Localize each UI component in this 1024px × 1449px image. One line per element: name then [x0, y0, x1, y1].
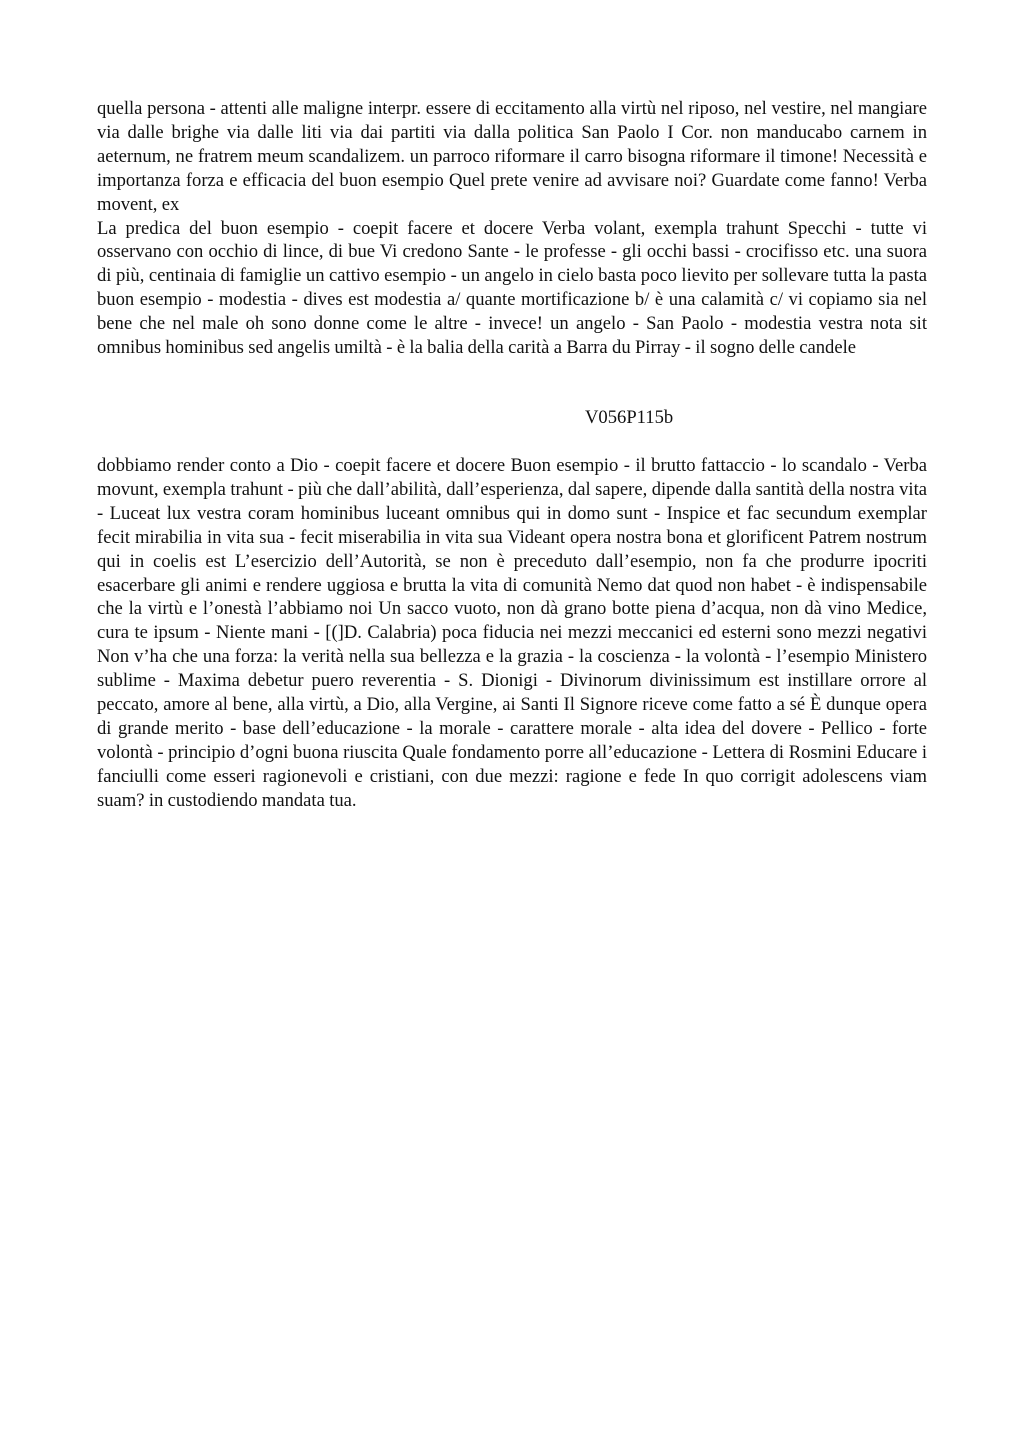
text-block-1	[97, 97, 927, 360]
paragraph-2: La predica del buon esempio - coepit facere et docere Verba volant, exempla trahunt Specchi - tutte vi osservano con occhio di lince, di bue Vi credono Sante - le professe - gli occhi bassi - crocifisso etc. una suora di più, centinaia di famiglie un cattivo esempio - un angelo in cielo basta poco lievito per sollevare tutta la pasta buon esempio - modestia - dives est modestia a/ quante mortificazione b/ è una calamità c/ vi copiamo sia nel bene che nel male oh sono donne come le altre - invece! un angelo - San Paolo - modestia vestra nota sit omnibus hominibus sed angelis umiltà - è la balia della carità a Barra du Pirray - il sogno delle candele	[97, 217, 927, 359]
text-block-2	[97, 454, 927, 813]
paragraph-3: dobbiamo render conto a Dio - coepit facere et docere Buon esempio - il brutto fattaccio - lo scandalo - Verba movunt, exempla trahunt - più che dall’abilità, dall’esperienza, dal sapere, dipende dalla santità della nostra vita - Luceat lux vestra coram hominibus luceant omnibus qui in domo sunt - Inspice et fac secundum exemplar fecit mirabilia in vita sua - fecit miserabilia in vita sua Videant opera nostra bona et glorificent Patrem nostrum qui in coelis est L’esercizio dell’Autorità, se non è preceduto dall’esempio, non fa che produrre ipocriti esacerbare gli animi e rendere uggiosa e brutta la vita di comunità Nemo dat quod non habet - è indispensabile che la virtù e l’onestà l’abbiamo noi Un sacco vuoto, non dà grano botte piena d’acqua, non dà vino Medice, cura te ipsum - Niente mani - [(]D. Calabria) poca fiducia nei mezzi meccanici ed esterni sono mezzi negativi Non v’ha che una forza: la verità nella sua bellezza e la grazia - la coscienza - la volontà - l’esempio Ministero sublime - Maxima debetur puero reverentia - S. Dionigi - Divinorum divinissimum est instillare orrore al peccato, amore al bene, alla virtù, a Dio, alla Vergine, ai Santi Il Signore riceve come fatto a sé È dunque opera di grande merito - base dell’educazione - la morale - carattere morale - alta idea del dovere - Pellico - forte volontà - principio d’ogni buona riuscita Quale fondamento porre all’educazione - Lettera di Rosmini Educare i fanciulli come esseri ragionevoli e cristiani, con due mezzi: ragione e fede In quo corrigit adolescens viam suam? in custodiendo mandata tua.	[97, 455, 927, 811]
page-reference: V056P115b	[585, 407, 674, 428]
paragraph-1: quella persona - attenti alle maligne interpr. essere di eccitamento alla virtù nel riposo, nel vestire, nel mangiare via dalle brighe via dalle liti via dai partiti via dalla politica San Paolo I Cor. non manducabo carnem in aeternum, ne fratrem meum scandalizem. un parroco riformare il carro bisogna riformare il timone! Necessità e importanza forza e efficacia del buon esempio Quel prete venire ad avvisare noi? Guardate come fanno! Verba movent, ex	[97, 98, 927, 215]
